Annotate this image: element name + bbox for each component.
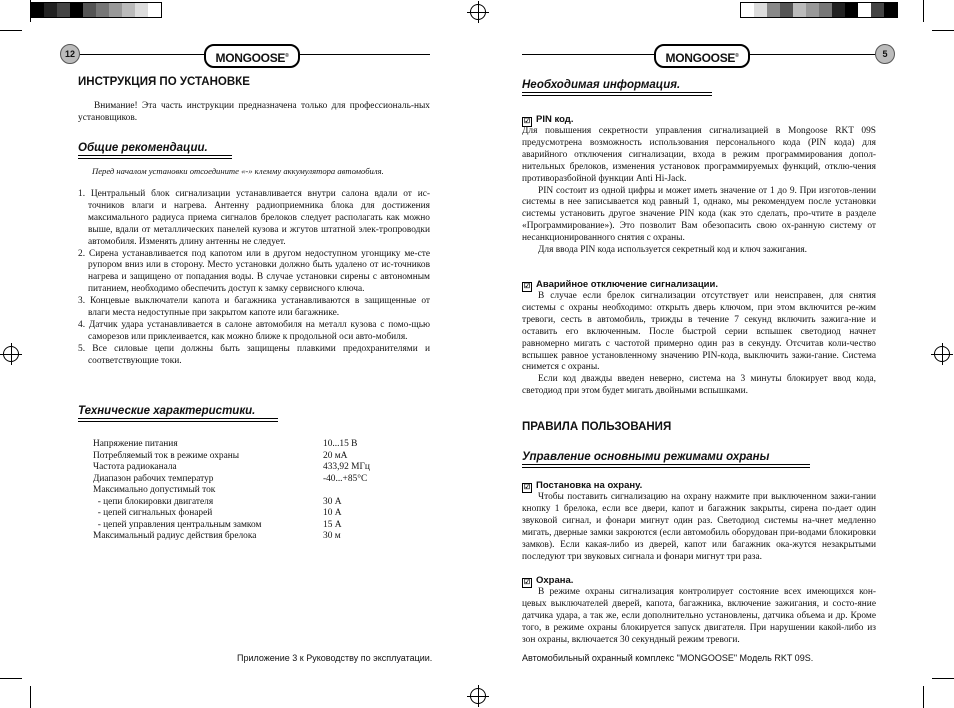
installation-list xyxy=(78,189,430,368)
mongoose-logo-left: MONGOOSE® xyxy=(204,44,300,68)
page-title-installation: ИНСТРУКЦИЯ ПО УСТАНОВКЕ xyxy=(78,76,250,88)
color-bar-left xyxy=(30,2,162,18)
footer-right: Автомобильный охранный комплекс "MONGOOSE" Модель RKT 09S. xyxy=(522,653,814,663)
checkbox-icon: ☑ xyxy=(523,283,531,290)
subheading-guard: ☑ Охрана. xyxy=(523,575,574,586)
spec-row: Потребляемый ток в режиме охраны 20 мА xyxy=(93,450,348,461)
checkbox-icon: ☑ xyxy=(523,118,531,125)
crop-mark xyxy=(932,30,954,31)
checkbox-icon: ☑ xyxy=(523,579,531,586)
arm-text: Чтобы поставить сигнализацию на охрану нажмите при выключенном зажи-гании кнопку 1 брелока, если все двери, капот и багажник закрыты, сирена по-дает один звуковой сигнал, и фонари мигнут один раз. Светодиод системы на-чнет медленно мигать, дверные замки закроются (если автомобиль оборудован при-водами блокировки замков). Если какая-либо из дверей, капот или багажник ока-жутся незакрытыми последуют три звуковых сигнала и фонари мигнут три раза. xyxy=(522,492,876,562)
specs-table xyxy=(93,439,370,543)
crop-mark xyxy=(923,686,924,708)
spec-row: Напряжение питания 10...15 В xyxy=(93,439,358,449)
list-item: 2. Сирена устанавливается под капотом или в другом недоступном угонщику ме-сте рупором вниз или в сторону. Место установки должно быть удалено от ис-точников нагрева и защищено от попадания воды. В случае установки сирены с автономным питанием, необходимо обеспечить доступ к замку сервисного ключа. xyxy=(78,248,430,295)
checkbox-icon: ☑ xyxy=(523,484,531,491)
crop-mark xyxy=(30,686,31,708)
section-title-specs: Технические характеристики. xyxy=(78,405,278,419)
subheading-emergency: ☑ Аварийное отключение сигнализации. xyxy=(523,279,718,290)
list-item: 4. Датчик удара устанавливается в салоне автомобиля на металл кузова с помо-щью саморезов или приклеивается, как можно ближе к продольной оси авто-мобиля. xyxy=(78,319,430,342)
registration-mark-left xyxy=(3,346,19,362)
list-item: 1. Центральный блок сигнализации устанавливается внутри салона вдали от ис-точников влаги и нагрева. Антенну радиоприемника блока для достижения максимального радиуса приема сигналов брелоков следует располагать как можно выше, вдали от металлических панелей кузова и жгутов штатной элек-тропроводки автомобиля. Изменять длину антенны не следует. xyxy=(78,189,430,247)
mongoose-logo-right: MONGOOSE® xyxy=(654,44,750,68)
spec-row: Максимально допустимый ток xyxy=(93,485,216,495)
crop-mark xyxy=(923,0,924,22)
spec-row: - цепей сигнальных фонарей 10 А xyxy=(93,508,342,518)
page-title-rules: ПРАВИЛА ПОЛЬЗОВАНИЯ xyxy=(522,421,672,433)
registration-mark-top xyxy=(470,4,486,20)
section-title-modes: Управление основными режимами охраны xyxy=(522,451,810,465)
warning-text: Внимание! Эта часть инструкции предназначена только для профессиональ-ных установщиков. xyxy=(78,101,430,123)
guard-text: В режиме охраны сигнализация контролирует состояние всех имеющихся кон-цевых выключателей дверей, капота, багажника, включение зажигания, и состо-яние датчика удара, а так же, если дополнительно установлены, датчика объема и др. Кроме того, в режиме охраны блокируется запуск двигателя. При нарушении какой-либо из зон охраны, включается 30 секундный режим тревоги. xyxy=(522,587,876,645)
spec-row: - цепей управления центральным замком 15 А xyxy=(93,519,342,530)
color-bar-right xyxy=(740,2,898,18)
italic-note: Перед началом установки отсоедините «-» клемму аккумулятора автомобиля. xyxy=(92,166,384,176)
pin-text: Для повышения секретности управления сигнализацией в Mongoose RKT 09S предусмотрена возможность использования персонального кода (PIN кода) для аварийного отключения сигнализации, входа в режим программирования допол-нительных брелоков, изменения установок программируемых функций, отклю-чения противоразбойной функции Anti Hi-Jack. PIN состоит из одной цифры и может иметь значение от 1 до 9. При изготов-лении системы в нее записывается код равный 1, однако, мы рекомендуем после установки системы установить другое значение PIN кода (как это сделать, про-чтите в разделе «Программирование»). Это позволит Вам обезопасить свою ох-ранную систему от несанкционированного снятия с охраны. Для ввода PIN кода используется секретный код и ключ зажигания. xyxy=(522,126,876,256)
crop-mark xyxy=(0,678,22,679)
spec-row: Диапазон рабочих температур -40...+85°С xyxy=(93,473,368,484)
spec-row: Максимальный радиус действия брелока 30 м xyxy=(93,531,341,541)
footer-left: Приложение 3 к Руководству по эксплуатации. xyxy=(237,653,433,663)
emergency-text: В случае если брелок сигнализации отсутствует или неисправен, для снятия системы с охраны необходимо: открыть дверь ключом, при этом включится ре-жим тревоги, сесть в автомобиль, трижды в течение 7 секунд включить зажига-ние и оставить его включенным. После быстрой серии вспышек светодиод начнет равномерно мигать с частотой примерно один раз в секунду. Отсчитав коли-чество вспышек равное установленному значению PIN-кода, выключить зажи-гание. Система снимется с охраны. Если код дважды введен неверно, система на 3 минуты блокирует ввод кода, светодиод при этом будет мигать двойными вспышками. xyxy=(522,291,876,397)
list-item: 3. Концевые выключатели капота и багажника устанавливаются в защищенные от влаги места недоступные при закрытом капоте или багажнике. xyxy=(78,296,430,319)
registration-mark-bottom xyxy=(470,688,486,704)
list-item: 5. Все силовые цепи должны быть защищены плавкими предохранителями и соответствующие токи. xyxy=(78,343,430,366)
page-number-right: 5 xyxy=(875,44,895,64)
crop-mark xyxy=(932,678,954,679)
spec-row: - цепи блокировки двигателя 30 А xyxy=(93,496,342,507)
section-title-general: Общие рекомендации. xyxy=(78,142,232,156)
subheading-pin: ☑ PIN код. xyxy=(523,114,574,125)
section-title-info: Необходимая информация. xyxy=(522,79,712,93)
crop-mark xyxy=(0,30,22,31)
registration-mark-right xyxy=(934,346,950,362)
crop-mark xyxy=(30,0,31,22)
page-number-left: 12 xyxy=(60,44,80,64)
spec-row: Частота радиоканала 433,92 МГц xyxy=(93,462,370,472)
subheading-arm: ☑ Постановка на охрану. xyxy=(523,480,643,491)
